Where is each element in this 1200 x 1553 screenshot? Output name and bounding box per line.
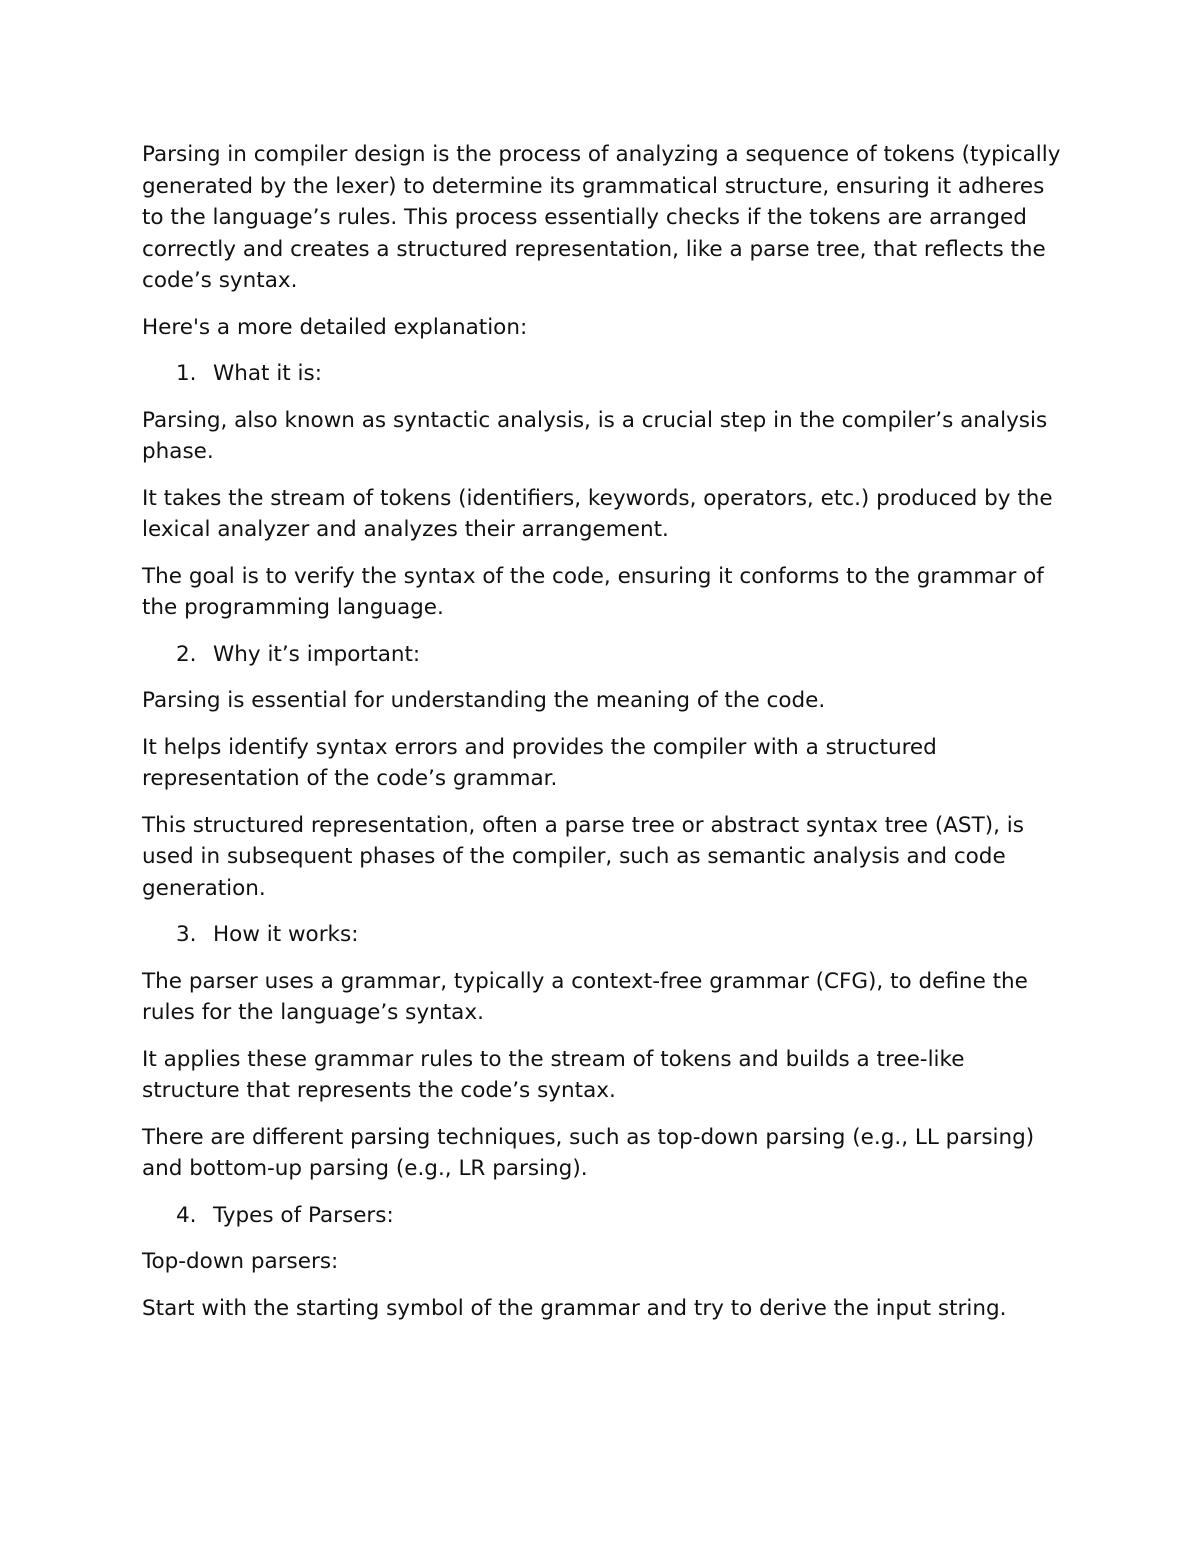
section-heading-what-it-is	[142, 358, 1067, 390]
list-number: 3.	[176, 922, 197, 947]
intro-paragraph: Parsing in compiler design is the process of analyzing a sequence of tokens (typically generated by the lexer) to determine its grammatical structure, ensuring it adheres to the language’s rules. This process essentially checks if the tokens are arranged correctly and creates a structured representation, like a parse tree, that reflects the code’s syntax.	[142, 142, 1061, 293]
body-paragraph: It applies these grammar rules to the stream of tokens and builds a tree-like structure that represents the code’s syntax.	[142, 1046, 965, 1103]
body-paragraph: There are different parsing techniques, such as top-down parsing (e.g., LL parsing) and bottom-up parsing (e.g., LR parsing).	[142, 1124, 1035, 1181]
body-paragraph: Parsing is essential for understanding the meaning of the code.	[142, 688, 826, 713]
section-heading-types-of-parsers	[142, 1200, 1067, 1232]
lead-paragraph: Here's a more detailed explanation:	[142, 314, 528, 340]
section-heading-text: Types of Parsers:	[213, 1202, 394, 1228]
list-number: 1.	[176, 361, 197, 386]
body-paragraph: This structured representation, often a parse tree or abstract syntax tree (AST), is used in subsequent phases of the compiler, such as semantic analysis and code generation.	[142, 812, 1024, 901]
section-heading-how-it-works	[142, 919, 1067, 951]
body-paragraph: Top-down parsers:	[142, 1249, 339, 1274]
list-number: 2.	[176, 641, 197, 667]
body-paragraph: It takes the stream of tokens (identifiers, keywords, operators, etc.) produced by the lexical analyzer and analyzes their arrangement.	[142, 485, 1053, 542]
section-heading-text: How it works:	[213, 922, 359, 947]
section-heading-text: Why it’s important:	[213, 641, 421, 667]
body-paragraph: It helps identify syntax errors and provides the compiler with a structured representation of the code’s grammar.	[142, 734, 937, 791]
body-paragraph: Start with the starting symbol of the grammar and try to derive the input string.	[142, 1295, 1007, 1321]
body-paragraph: The goal is to verify the syntax of the code, ensuring it conforms to the grammar of the programming language.	[142, 563, 1044, 620]
document-body	[142, 139, 1067, 1339]
list-number: 4.	[176, 1202, 197, 1228]
body-paragraph: The parser uses a grammar, typically a context-free grammar (CFG), to define the rules for the language’s syntax.	[142, 968, 1028, 1025]
body-paragraph: Parsing, also known as syntactic analysis, is a crucial step in the compiler’s analysis phase.	[142, 407, 1048, 464]
section-heading-why-important	[142, 639, 1067, 671]
section-heading-text: What it is:	[213, 361, 322, 386]
